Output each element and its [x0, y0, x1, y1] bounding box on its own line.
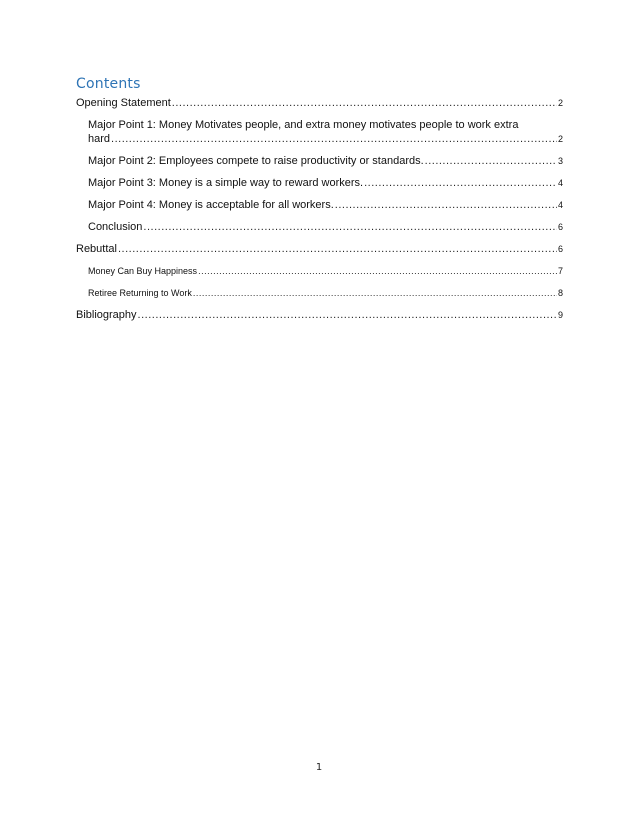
toc-heading: Contents [76, 76, 141, 92]
toc-entry-rebuttal[interactable] [76, 242, 563, 256]
toc-entry-label: Major Point 2: Employees compete to raise productivity or standards. [88, 155, 424, 167]
toc-entry-page: 6 [557, 222, 563, 232]
toc-leader-dots [111, 132, 557, 146]
toc-leader-dots [172, 96, 557, 110]
toc-entry-label: Major Point 1: Money Motivates people, and extra money motivates people to work extra [88, 119, 519, 131]
toc-entry-label: Major Point 4: Money is acceptable for all workers. [88, 199, 334, 211]
toc-leader-dots [425, 154, 557, 168]
toc-entry-page: 3 [557, 156, 563, 166]
page-number: 1 [315, 762, 323, 773]
toc-entry-label: Rebuttal [76, 243, 117, 255]
toc-entry-page: 2 [557, 98, 563, 108]
toc-entry-label: Money Can Buy Happiness [88, 266, 198, 276]
toc-leader-dots [193, 286, 557, 300]
toc-entry-page: 6 [557, 244, 563, 254]
toc-entry-page: 4 [557, 200, 563, 210]
toc-leader-dots [335, 198, 557, 212]
toc-entry-retiree-returning-to-work[interactable] [76, 286, 563, 300]
toc-leader-dots [143, 220, 557, 234]
toc-entry-major-point-4[interactable] [76, 198, 563, 212]
toc-entry-major-point-3[interactable] [76, 176, 563, 190]
toc-entry-major-point-2[interactable] [76, 154, 563, 168]
toc-entry-page: 7 [557, 266, 563, 276]
toc-leader-dots [118, 242, 557, 256]
toc-leader-dots [364, 176, 557, 190]
toc-entry-label: Conclusion [88, 221, 143, 233]
toc-entry-label: Opening Statement [76, 97, 171, 109]
toc-leader-dots [198, 264, 557, 278]
toc-entry-conclusion[interactable] [76, 220, 563, 234]
toc-entry-bibliography[interactable] [76, 308, 563, 322]
toc-entry-label: Bibliography [76, 309, 137, 321]
toc-entry-money-can-buy-happiness[interactable] [76, 264, 563, 278]
toc-entry-page: 4 [557, 178, 563, 188]
toc-entry-page: 8 [557, 288, 563, 298]
toc-entry-label-continued: hard [88, 133, 111, 145]
toc-entry-opening-statement[interactable] [76, 96, 563, 110]
toc-entry-major-point-1[interactable] [76, 118, 563, 146]
toc-entry-label: Major Point 3: Money is a simple way to reward workers. [88, 177, 364, 189]
toc-entry-label: Retiree Returning to Work [88, 288, 192, 298]
toc-entry-page: 2 [557, 134, 563, 144]
toc-leader-dots [138, 308, 557, 322]
toc-entry-page: 9 [557, 310, 563, 320]
table-of-contents [76, 96, 563, 330]
